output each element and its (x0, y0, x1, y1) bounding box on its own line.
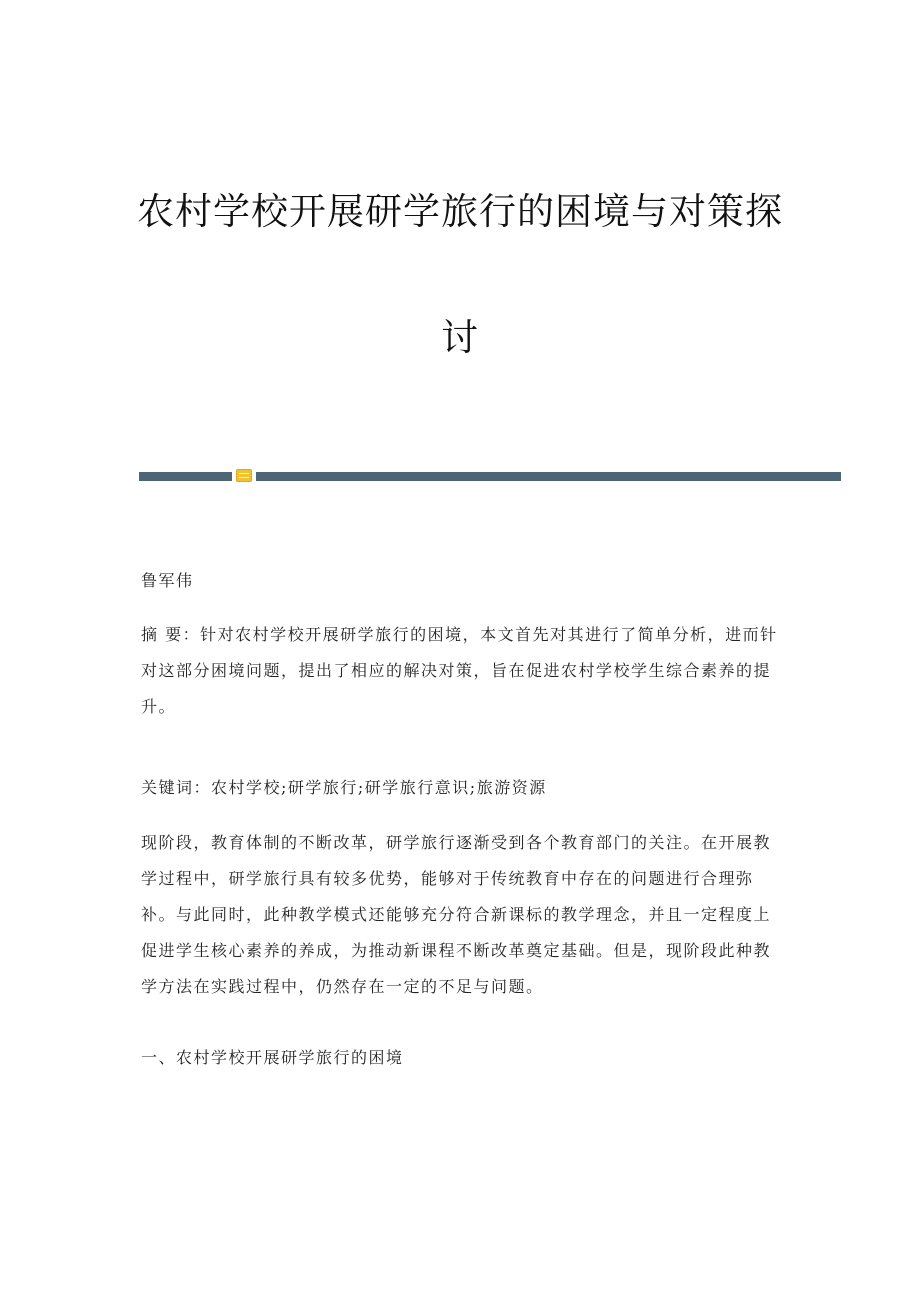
keywords (141, 770, 781, 806)
abstract (141, 617, 781, 725)
document-title-line-1: 农村学校开展研学旅行的困境与对策探 (137, 190, 783, 233)
section-heading: 一、农村学校开展研学旅行的困境 (141, 1048, 404, 1067)
title-divider-right (256, 472, 841, 481)
abstract-text: 针对农村学校开展研学旅行的困境，本文首先对其进行了简单分析，进而针对这部分困境问题，提出了相应的解决对策，旨在促进农村学校学生综合素养的提升。 (141, 625, 778, 716)
body-paragraph: 现阶段，教育体制的不断改革，研学旅行逐渐受到各个教育部门的关注。在开展教学过程中，研学旅行具有较多优势，能够对于传统教育中存在的问题进行合理弥补。与此同时，此种教学模式还能够充分符合新课标的教学理念，并且一定程度上促进学生核心素养的养成，为推动新课程不断改革奠定基础。但是，现阶段此种教学方法在实践过程中，仍然存在一定的不足与问题。 (141, 833, 772, 996)
keywords-label: 关键词： (141, 778, 212, 797)
document-title-line-2: 讨 (441, 316, 479, 359)
divider-badge-icon (236, 469, 252, 482)
abstract-label: 摘 要： (141, 625, 201, 644)
author-name: 鲁军伟 (141, 571, 194, 590)
title-divider-left (139, 472, 232, 481)
keywords-text: 农村学校;研学旅行;研学旅行意识;旅游资源 (211, 778, 547, 797)
